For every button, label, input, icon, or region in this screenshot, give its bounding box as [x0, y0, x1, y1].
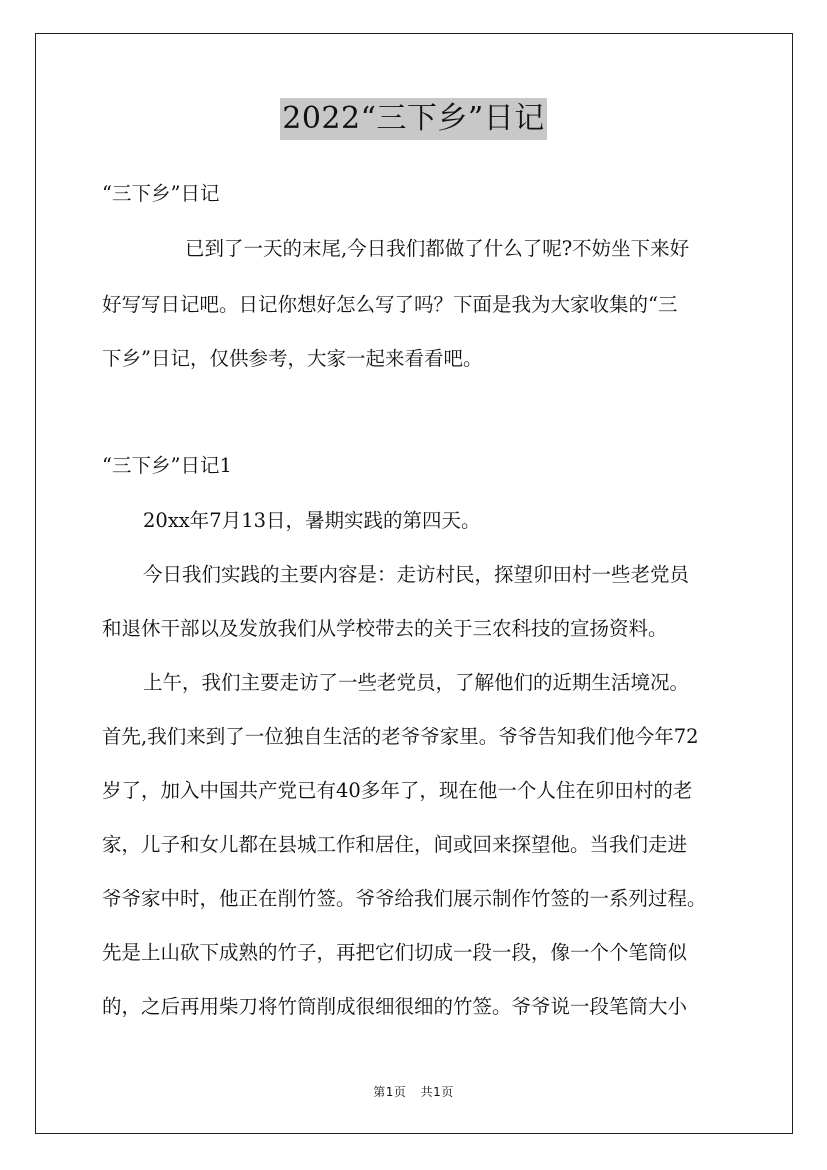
- subtitle-line: “三下乡”日记: [102, 182, 220, 205]
- body-line-6: 家，儿子和女儿都在县城工作和居住，间或回来探望他。当我们走进: [102, 833, 688, 856]
- body-line-1: 今日我们实践的主要内容是：走访村民，探望卯田村一些老党员: [143, 563, 690, 586]
- document-title: 2022“三下乡”日记: [280, 98, 547, 140]
- title-wrap: [0, 98, 827, 140]
- body-line-7: 爷爷家中时，他正在削竹签。爷爷给我们展示制作竹签的一系列过程。: [102, 887, 707, 910]
- page-total: 共1页: [420, 1085, 454, 1099]
- body-line-9: 的，之后再用柴刀将竹筒削成很细很细的竹签。爷爷说一段笔筒大小: [102, 995, 688, 1018]
- page-number: 第1页: [373, 1085, 407, 1099]
- body-line-5: 岁了，加入中国共产党已有40多年了，现在他一个人住在卯田村的老: [102, 779, 693, 802]
- intro-line-1: 已到了一天的末尾,今日我们都做了什么了呢?不妨坐下来好: [185, 237, 690, 260]
- section-heading: “三下乡”日记1: [102, 454, 232, 477]
- body-line-4: 首先,我们来到了一位独自生活的老爷爷家里。爷爷告知我们他今年72: [102, 725, 699, 748]
- body-line-3: 上午，我们主要走访了一些老党员，了解他们的近期生活境况。: [143, 671, 690, 694]
- intro-line-2: 好写写日记吧。日记你想好怎么写了吗？下面是我为大家收集的“三: [102, 293, 678, 316]
- intro-line-3: 下乡”日记，仅供参考，大家一起来看看吧。: [102, 347, 483, 370]
- body-line-date: 20xx年7月13日，暑期实践的第四天。: [143, 509, 481, 532]
- body-line-8: 先是上山砍下成熟的竹子，再把它们切成一段一段，像一个个笔筒似: [102, 941, 688, 964]
- body-line-2: 和退休干部以及发放我们从学校带去的关于三农科技的宣扬资料。: [102, 617, 668, 640]
- page-footer: [0, 1083, 827, 1100]
